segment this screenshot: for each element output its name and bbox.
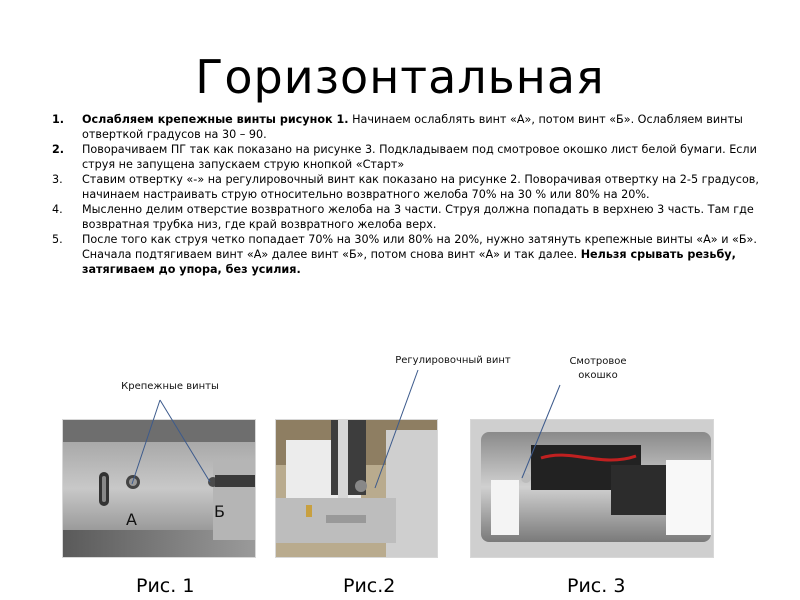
figure-1-photo [62,419,256,558]
figure-3-photo [470,419,714,558]
printhead-side-image [63,420,255,557]
list-item [52,172,764,202]
instruction-list [52,112,764,277]
figure-3-caption: Рис. 3 [567,575,626,597]
figure-2-caption: Рис.2 [343,575,396,597]
step-bold-text: Ослабляем крепежные винты рисунок 1. [82,113,349,126]
step-bold-text: Нельзя срывать резьбу, затягиваем до упора, без усилия. [82,248,736,276]
list-item [52,142,764,172]
step-number: 2. [52,143,65,156]
step-text: Ставим отвертку «-» на регулировочный винт как показано на рисунке 2. Поворачивая отвертку на 2-5 градусов, начинаем настраивать струю относительно возвратного желоба 70% на 30 % или 80% на 20%. [82,173,759,201]
screw-a-marker: А [126,510,137,529]
step-number: 5. [52,233,63,246]
list-item [52,202,764,232]
screw-b-marker: Б [214,502,225,521]
figure-1-caption: Рис. 1 [136,575,195,597]
viewing-window-label: Смотровое окошко [569,356,627,381]
step-text: Начинаем ослаблять винт «А», потом винт «Б». Ослабляем винты отверткой градусов на 30 – 90. [82,113,743,141]
step-number: 4. [52,203,63,216]
fastening-screws-label: Крепежные винты [121,381,219,392]
list-item [52,112,764,142]
step-text: Мысленно делим отверстие возвратного желоба на 3 части. Струя должна попадать в верхнею 3 часть. Там где возвратная трубка низ, где край возвратного желоба верх. [82,203,754,231]
adjusting-screw-image [276,420,437,557]
page-title: Горизонтальная [195,50,605,104]
step-number: 1. [52,113,65,126]
step-text: Поворачиваем ПГ так как показано на рисунке 3. Подкладываем под смотровое окошко лист белой бумаги. Если струя не запущена запускаем струю кнопкой «Старт» [82,143,757,171]
viewing-window-image [471,420,713,557]
figure-2-photo [275,419,438,558]
list-item [52,232,764,277]
adjusting-screw-label: Регулировочный винт [395,355,511,366]
step-text: После того как струя четко попадает 70% на 30% или 80% на 20%, нужно затянуть крепежные винты «А» и «Б». Сначала подтягиваем винт «А» далее винт «Б», потом снова винт «А» и так далее. [82,233,757,261]
step-number: 3. [52,173,63,186]
